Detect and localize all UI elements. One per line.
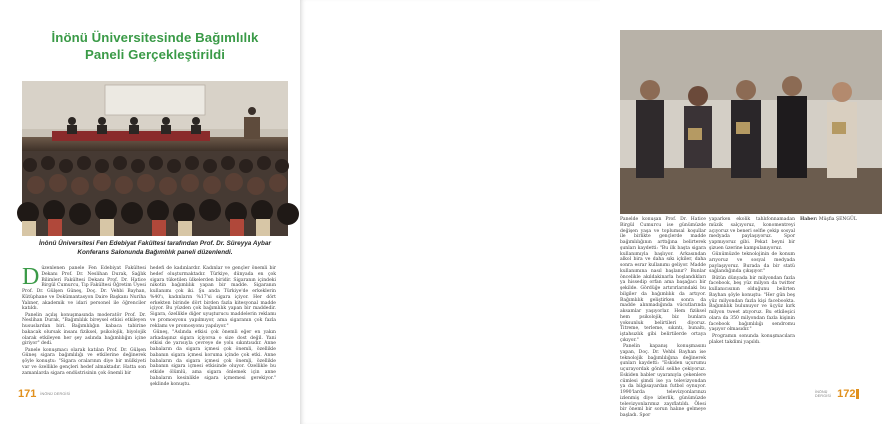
article-paragraph: Panelin açılış konuşmasında moderatör Prof. Dr. Neslihan Durak, "Bağımlılık bireysel etkisi etkileyen hususlardan biri. Bağımlılığın kabaca tabirine bakacak olursak insanı fiziksel, psikolojik, biyolojik olarak etkileyen her şey aslında bağımlılığın içine giriyor" dedi. (22, 312, 146, 347)
article-paragraph: Güneş, "Aslında etkisi çok önemli eğer en yakın arkadaşınız sigara içiyorsa o size dost değil. Yani etkisi de yarısıyla çevreye de yolu sıkıntısıdır. Anne babaların da sigara içmesi çok önemli, özellikle babanın sigara içmesi koruma içinde çok etki. Anne babaların da sigara içmesi çok önemli, özellikle babanın sigara içmesi etkisinde oluyor. Özellikle bu etkide ölümlü, ama sigara önlemek için anne babaların kesinlikle sigara içmemesi gerekiyor." şeklinde konuştu. (150, 329, 276, 387)
article-paragraph: hedefi de kadınlardır. Kadınlar ve gençler önemli bir hedef oluşturmaktadır. Türkiye, dünyada en çok sigara tüketilen ülkelerden biridir. Sigaranın içindeki nikotin bağımlılık yapan bir madde. Sigaranın kullanımı çok iki. Şu anda Türkiye'de erkeklerin %40'ı, kadınların %17'si sigara içiyor. Her dört erkekten birinde dört birden fazla kitesyonal madde içiyor. Bu yüzden çok bağımlılık yapan bir maddedir. Sigara, özellikle diğer uyuşturucu maddelerin reklamı ve promosyonu yapılmıyor, ama sigaranın çok fazla reklamı ve promosyonu yapılıyor." (150, 266, 276, 329)
article-paragraph: Günümüzde teknolojinin de konum arıyoruz ve sosyal medyada paylaşıyoruz. Burada da bir statü sağlandığında çıkışıyor." (709, 252, 795, 275)
article-paragraph: Panelde konuşan Prof. Dr. Hatice Birgül Cumurcu ise günümüzde değişen yaşa ve toplumsal koşullar ile birlikte gençlerde madde bağımlılığının arttığına belirterek şunları kaydetti: "Bu ilk başta sigara kullanımıyla başlıyor. Arkasından alkol bira ve daha sıkı içkiler, daha sonra esrar kullanımı geliyor. Madde kullanımına nasıl başlanır? Bunlar öncelikle akıldakinarla hoşlandıkları ya hissedip orfan ama başağacı bir şekilde. Gördüğe artırırlarındaki bu bilgiler da bağımlılık da artıyor. Bağımlılık geliştirken sonra da madde alınmadığında vücutlarında aksamlar yaşıyorlar. Hem fiziksel hem psikolojik, biz bunlara yoksunluk belirtileri diyoruz. Titreme, terleme, sıkıntı, bunaltı, iştahsızlık gibi belirtilerde ortaya çıkıyor." (620, 217, 706, 343)
right-page (300, 0, 857, 424)
article-paragraph: Programın sonunda konuşmacılara plaket takdimi yapıldı. (709, 333, 795, 345)
author-name: Müşfia ŞENGÜL (818, 217, 857, 222)
article-column-1 (22, 266, 146, 388)
headline-line-1: İnönü Üniversitesinde Bağımlılık (51, 30, 259, 45)
page-number: 172 (837, 388, 856, 400)
panel-photo (22, 81, 288, 236)
drop-cap: D (22, 264, 40, 290)
award-ceremony-photo (620, 30, 882, 214)
author-credit (800, 217, 884, 223)
page-number: 171 (18, 388, 37, 400)
author-label: Haber: (800, 217, 818, 222)
photo-caption-line-2: Konferans Salonunda Bağımlılık paneli düzenlendi. (77, 249, 233, 256)
magazine-name: İNÖNÜ DERGİSİ (40, 392, 71, 396)
left-page (0, 0, 300, 424)
article-paragraph: Panelin kapanış konuşmasını yapan, Doç. Dr. Vehbi Bayhan ise teknolojik bağımlılığına değinerek şunları kaydetti: "Eskiden uçurumu uçurayordak gönül selihe çekiyoruz. Eskiden babler uyaranıyla çekenlere cümlesi şimdi ise ya televizyondan ya da bilgisayardan futbol oynuyor. 1990'larda televizyonlarınızı izlenmiş diye izlerlik, günümüzde televizyonlarımız zayıflatıldı. Ölesi bir öneml bir sorun halıne gelmeye başladı. Spor (620, 344, 706, 419)
article-column-4 (709, 217, 795, 392)
article-column-5 (800, 217, 884, 392)
article-paragraph: yaparken ekolik tahlıfonnamadan müzik salçıyoruz, konomentreyi açıyoruz ve beneri selfie çekip sosyal medyada paylaşıyoruz. Spor yapmıyoruz gibi. Pekat beyni bir şizuen üzerine kampulanıyoruz. (709, 217, 795, 251)
article-paragraph (22, 266, 146, 312)
photo-caption-line-1: İnönü Üniversitesi Fen Edebiyat Fakültesi tarafından Prof. Dr. Süreyya Aybar (38, 240, 272, 247)
article-column-3 (620, 217, 706, 419)
paragraph-text: üzenlenen panele Fen Edebiyat Fakültesi Dekanı Prof. Dr. Neslihan Durak, Sağlık Bilimleri Fakültesi Dekanı Prof. Dr. Hatice Birgül Cumurcu, Tıp Fakültesi Öğretim Üyesi Prof. Dr. Gülşen Güneş, Doç. Dr. Vehbi Bayhan, Kütüphane ve Dokümantasyon Daire Başkanı Nuriha Yalıner, akademik ve idari personel ile öğrenciler katıldı. (22, 266, 146, 312)
page-footer-left (18, 386, 74, 402)
page-footer-right (811, 386, 859, 402)
headline-line-2: Paneli Gerçekleştirildi (84, 47, 226, 62)
article-paragraph: Bütün dünyada bir milyondan fazla facebook, beş yüz milyon da twitter kullanıcısının olduğunu belirten Bayhan şöyle konuştu: "Her gün beş yüz milyondan fazla kişi facebookta. Bağımlılık bulunuyor ve üçyüz kırk milyon tweet atıyoruz. Bu etkileşici olara da 350 milyondan fazla kişinin facebook bağımlılığı sendromu yaşıyor olmasıdır." (709, 275, 795, 333)
magazine-name: İNÖNÜ DERGİSİ (815, 390, 832, 398)
article-column-2 (150, 266, 276, 388)
article-paragraph: Panele konuşmacı olarak katılan Prof. Dr. Gülşen Güneş sigara bağımlılığı ve etkilerine değinerek şöyle konuştu: "Sigara oralarının diye bir mülkiyeti var ve özellikle gençleri hedef almaktadır. Hatta son zamanlarda sigara endüstrisinin çok önemli bir (22, 347, 146, 376)
page-edge-tab (856, 389, 859, 399)
